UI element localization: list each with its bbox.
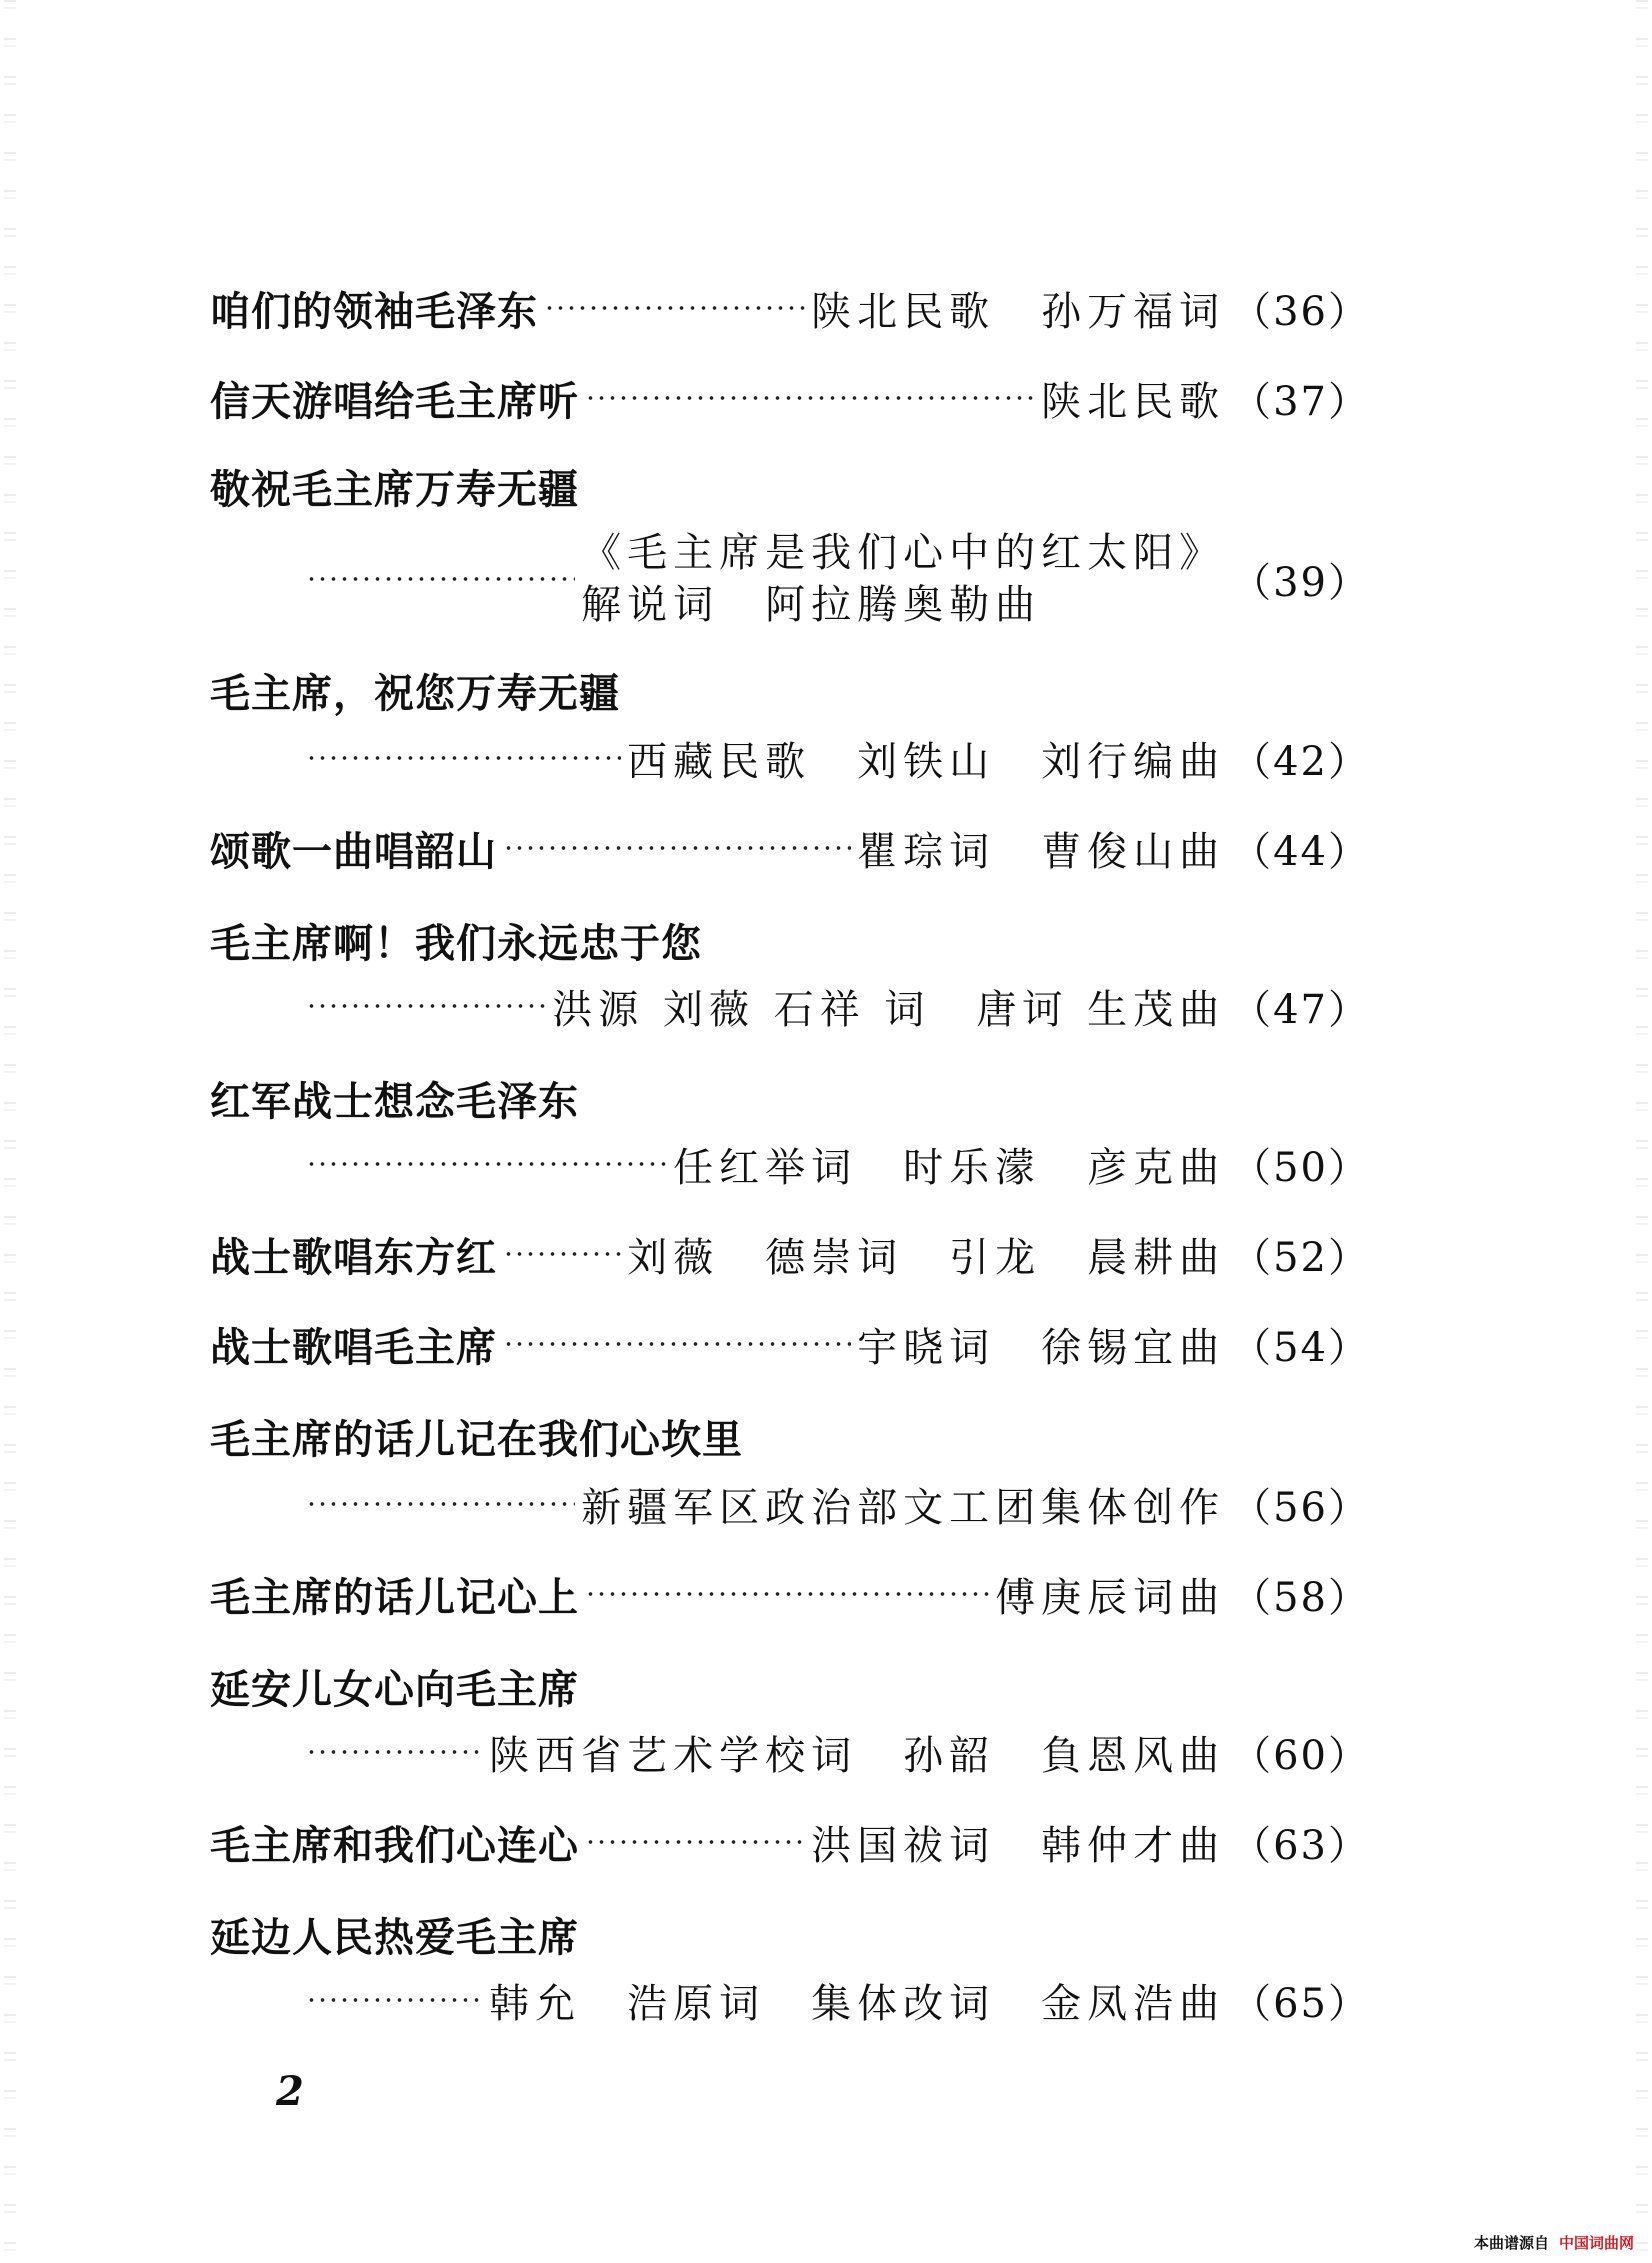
- toc-entry-detail: [300, 1474, 1370, 1534]
- footer-source-text: 本曲谱源自: [1473, 2234, 1549, 2252]
- leader-dots: [544, 303, 805, 313]
- entry-title: 战士歌唱东方红: [210, 1234, 497, 1281]
- leader-dots: [503, 843, 851, 853]
- credit-line-1: 《毛主席是我们心中的红太阳》: [581, 530, 1226, 576]
- entry-credit: [581, 527, 1225, 631]
- entry-page: （47）: [1231, 986, 1370, 1033]
- entry-title: 毛主席的话儿记心上: [210, 1574, 579, 1621]
- entry-credit: 韩允 浩原词 集体改词 金凤浩曲: [489, 1980, 1226, 2027]
- footer-site-link[interactable]: 中国词曲网: [1558, 2234, 1634, 2252]
- entry-page: （58）: [1231, 1574, 1370, 1621]
- leader-dots: [503, 1339, 851, 1349]
- entry-page: （60）: [1231, 1732, 1370, 1779]
- entry-title: 信天游唱给毛主席听: [210, 378, 579, 425]
- toc-entry: [210, 818, 1370, 878]
- entry-credit: 新疆军区政治部文工团集体创作: [581, 1484, 1226, 1531]
- entry-page: （37）: [1231, 378, 1370, 425]
- toc-entry-title-line: [210, 1904, 1370, 1964]
- entry-page: （54）: [1231, 1324, 1370, 1371]
- entry-credit: 陕北民歌 孙万福词: [811, 288, 1226, 335]
- entry-credit: 刘薇 德崇词 引龙 晨耕曲: [627, 1234, 1226, 1281]
- toc-entry: [210, 368, 1370, 428]
- entry-page: （39）: [1231, 559, 1370, 606]
- toc-entry-detail: [300, 1722, 1370, 1782]
- entry-title: 毛主席啊！我们永远忠于您: [210, 920, 702, 967]
- toc-entry: [210, 1314, 1370, 1374]
- toc-entry-title-line: [210, 660, 1370, 720]
- leader-dots: [585, 393, 1035, 403]
- entry-title: 战士歌唱毛主席: [210, 1324, 497, 1371]
- entry-credit: 洪国祓词 韩仲才曲: [811, 1822, 1226, 1869]
- page-number: 2: [276, 2068, 304, 2115]
- entry-title: 咱们的领袖毛泽东: [210, 288, 538, 335]
- entry-title: 延安儿女心向毛主席: [210, 1666, 579, 1713]
- leader-dots: [306, 1499, 575, 1509]
- toc-entry: [210, 1564, 1370, 1624]
- toc-entry-title-line: [210, 1068, 1370, 1128]
- entry-credit: 傅庚辰词曲: [995, 1574, 1226, 1621]
- entry-title: 敬祝毛主席万寿无疆: [210, 466, 579, 513]
- toc-entry-detail: [300, 976, 1370, 1036]
- entry-credit: 陕西省艺术学校词 孙韶 負恩风曲: [489, 1732, 1226, 1779]
- entry-credit: 陕北民歌: [1041, 378, 1226, 425]
- toc-entry-title-line: [210, 1406, 1370, 1466]
- toc-entry: [210, 1812, 1370, 1872]
- entry-credit: 洪源 刘薇 石祥 词 唐诃 生茂曲: [552, 986, 1226, 1033]
- leader-dots: [585, 1589, 989, 1599]
- toc-entry-title-line: [210, 910, 1370, 970]
- entry-title: 延边人民热爱毛主席: [210, 1914, 579, 1961]
- entry-credit: 瞿琮词 曹俊山曲: [857, 828, 1226, 875]
- entry-title: 红军战士想念毛泽东: [210, 1078, 579, 1125]
- leader-dots: [306, 1159, 667, 1169]
- entry-title: 颂歌一曲唱韶山: [210, 828, 497, 875]
- entry-page: （56）: [1231, 1484, 1370, 1531]
- entry-page: （36）: [1231, 288, 1370, 335]
- entry-credit: 任红举词 时乐濛 彦克曲: [673, 1144, 1226, 1191]
- left-watermark-strip: [4, 0, 16, 2263]
- entry-page: （63）: [1231, 1822, 1370, 1869]
- toc-entry: [210, 1224, 1370, 1284]
- leader-dots: [306, 1747, 483, 1757]
- entry-page: （44）: [1231, 828, 1370, 875]
- entry-title: 毛主席的话儿记在我们心坎里: [210, 1416, 743, 1463]
- leader-dots: [306, 753, 621, 763]
- entry-page: （50）: [1231, 1144, 1370, 1191]
- toc-entry-detail: [300, 1134, 1370, 1194]
- toc-entry-title-line: [210, 456, 1370, 516]
- leader-dots: [306, 574, 575, 584]
- toc-entry-detail: [300, 524, 1370, 634]
- toc-entry-detail: [300, 728, 1370, 788]
- entry-credit: 西藏民歌 刘铁山 刘行编曲: [627, 738, 1226, 785]
- leader-dots: [306, 1995, 483, 2005]
- source-footer: [1474, 2232, 1634, 2253]
- toc-entry: [210, 278, 1370, 338]
- leader-dots: [306, 1001, 546, 1011]
- entry-title: 毛主席和我们心连心: [210, 1822, 579, 1869]
- entry-title: 毛主席，祝您万寿无疆: [210, 670, 620, 717]
- leader-dots: [503, 1249, 621, 1259]
- entry-credit: 宇晓词 徐锡宜曲: [857, 1324, 1226, 1371]
- entry-page: （65）: [1231, 1980, 1370, 2027]
- toc-entry-title-line: [210, 1656, 1370, 1716]
- entry-page: （42）: [1231, 738, 1370, 785]
- toc-entry-detail: [300, 1970, 1370, 2030]
- credit-line-2: 解说词 阿拉腾奥勒曲: [581, 582, 1042, 628]
- right-watermark-strip: [1636, 0, 1648, 2263]
- entry-page: （52）: [1231, 1234, 1370, 1281]
- leader-dots: [585, 1837, 805, 1847]
